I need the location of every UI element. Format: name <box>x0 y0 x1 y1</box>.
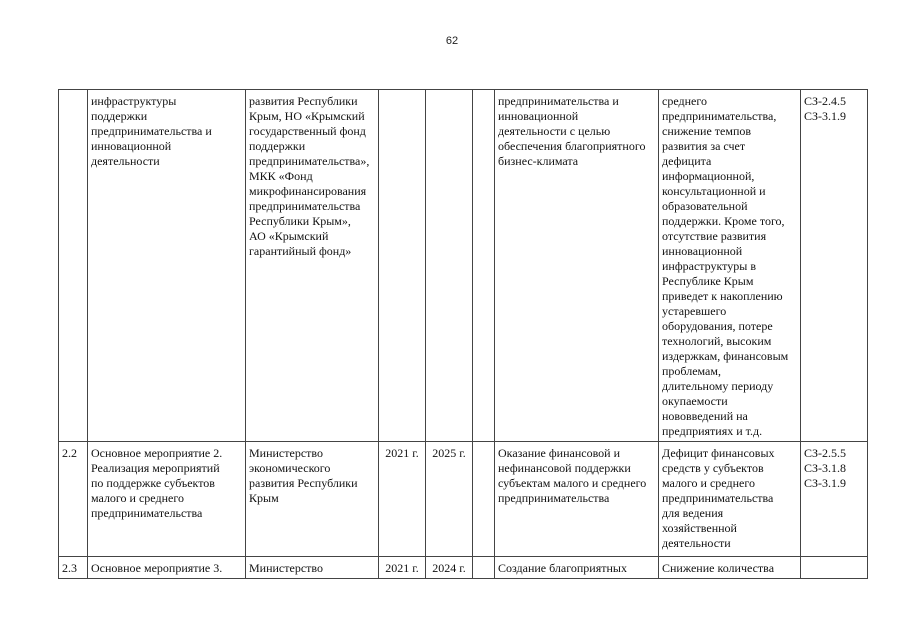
links-cell: СЗ-2.4.5 СЗ-3.1.9 <box>801 90 868 442</box>
consequences-cell: Дефицит финансовых средств у субъектов малого и среднего предпринимательства для ведения хозяйственной деятельности <box>659 442 801 557</box>
activity-name-cell: инфраструктуры поддержки предпринимательства и инновационной деятельности <box>88 90 246 442</box>
end-year-cell <box>426 90 473 442</box>
executor-cell: Министерство <box>246 557 379 579</box>
expected-result-cell: предпринимательства и инновационной деятельности с целью обеспечения благоприятного бизнес-климата <box>495 90 659 442</box>
table-row <box>59 557 868 579</box>
end-year-cell: 2024 г. <box>426 557 473 579</box>
activity-name-cell: Основное мероприятие 2. Реализация мероприятий по поддержке субъектов малого и среднего предпринимательства <box>88 442 246 557</box>
empty-cell <box>473 90 495 442</box>
executor-cell: Министерство экономического развития Республики Крым <box>246 442 379 557</box>
table-row <box>59 90 868 442</box>
start-year-cell <box>379 90 426 442</box>
row-number-cell: 2.2 <box>59 442 88 557</box>
row-number-cell: 2.3 <box>59 557 88 579</box>
page-number: 62 <box>445 35 459 47</box>
links-cell: СЗ-2.5.5 СЗ-3.1.8 СЗ-3.1.9 <box>801 442 868 557</box>
row-number-cell <box>59 90 88 442</box>
end-year-cell: 2025 г. <box>426 442 473 557</box>
consequences-cell: среднего предпринимательства, снижение темпов развития за счет дефицита информационной, консультационной и образовательной поддержки. Кроме того, отсутствие развития инновационной инфраструктуры в Республике Крым приведет к накоплению устаревшего оборудования, потере технологий, высоким издержкам, финансовым проблемам, длительному периоду окупаемости нововведений на предприятиях и т.д. <box>659 90 801 442</box>
start-year-cell: 2021 г. <box>379 442 426 557</box>
expected-result-cell: Создание благоприятных <box>495 557 659 579</box>
program-activities-table <box>58 89 868 579</box>
consequences-cell: Снижение количества <box>659 557 801 579</box>
table-row <box>59 442 868 557</box>
links-cell <box>801 557 868 579</box>
expected-result-cell: Оказание финансовой и нефинансовой поддержки субъектам малого и среднего предпринимательства <box>495 442 659 557</box>
executor-cell: развития Республики Крым, НО «Крымский государственный фонд поддержки предпринимательства», МКК «Фонд микрофинансирования предпринимательства Республики Крым», АО «Крымский гарантийный фонд» <box>246 90 379 442</box>
empty-cell <box>473 557 495 579</box>
start-year-cell: 2021 г. <box>379 557 426 579</box>
activity-name-cell: Основное мероприятие 3. <box>88 557 246 579</box>
empty-cell <box>473 442 495 557</box>
